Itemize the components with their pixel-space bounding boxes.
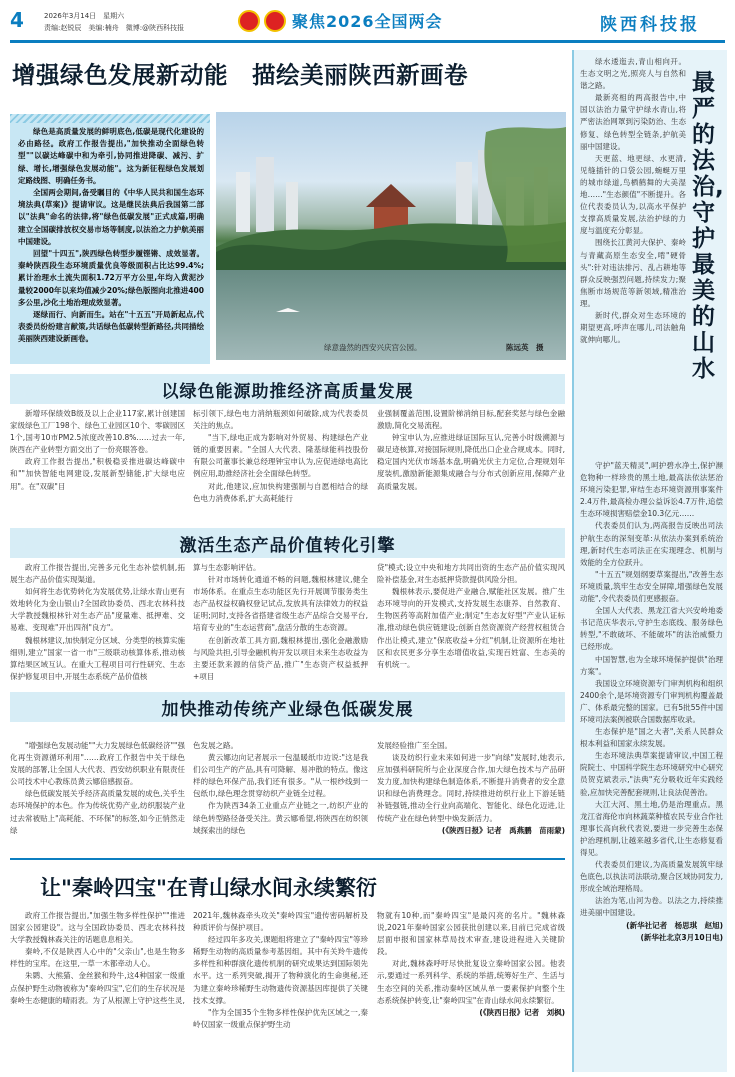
photo-credit: 陈远英 摄 — [506, 343, 544, 352]
lead-summary-box — [10, 114, 210, 364]
article-column — [10, 408, 185, 493]
body-para: "作为全国35个生物多样性保护优先区域之一,秦岭仅国家一级重点保护野生动 — [193, 1007, 368, 1029]
sidebar-para: 天更蓝、地更绿、水更清,见缝插针的口袋公园,蜿蜒万里的城市绿道,鸟栖鹤舞的大美湿地……"生态颜值"不断提升。各位代表委员认为,以高水平保护支撑高质量发展,法治护绿的力度与温度充分彰显。 — [580, 153, 686, 236]
article-column — [193, 740, 368, 837]
body-para: "当下,绿电正成为影响对外贸易、构建绿色产业链的重要因素。"全国人大代表、隆基绿能科技股份有限公司董事长兼总经理钟宝申认为,应促进绿电高比例应用,助推经济社会全面绿色转型。 — [193, 433, 368, 479]
lead-photo — [216, 112, 566, 360]
body-para: 经过四年多攻关,课题组将建立了"秦岭四宝"等珍稀野生动物的高质量参考基因组。其中有关羚牛遗传多样性和种群演化遗传机制的研究成果达到国际领先水平。这一系列突破,揭开了物种演化的生命奥秘,还为建立秦岭珍稀野生动物遗传资源基因库提供了关键技术支撑。 — [193, 935, 368, 1005]
flag-icon — [264, 10, 286, 32]
sidebar-para: 代表委员们建议,为高质量发展筑牢绿色底色,以执法司法联动,聚合区域协同发力,形成全域治理格局。 — [580, 860, 723, 894]
lead-summary-para: 回望"十四五",陕西绿色转型步履铿锵、成效显著。秦岭陕西段生态环境质量优良等级面积占比达99.4%;累计治理水土流失面积1.72万平方公里,年均入黄泥沙量较2000年以来均值减少20%;绿色版图向北推进400多公里,沙化土地治理成效显著。 — [18, 249, 204, 307]
lead-summary-para: 全国两会期间,备受瞩目的《中华人民共和国生态环境法典(草案)》提请审议。这是继民法典后我国第二部以"法典"命名的法律,将"绿色低碳发展"正式成篇,明确建立全国碳排放权交易市场等制度,以法治之力护航美丽中国建设。 — [18, 188, 204, 246]
body-para: 算与生态影响评估。 — [193, 563, 261, 572]
body-para: 魏根林建议,加快制定分区域、分类型的核算实施细则,建立"国家一省一市"三级联动核算体系,推动核算结果区域互认。在重大工程项目可行性研究、生态保护修复项目中,开展生态系统产品价值核 — [10, 635, 185, 681]
sidebar-para: 我国设立环境资源专门审判机构和组织2400余个,是坏境资源专门审判机构覆盖最广、体系最完整的国家。已有5批55件中国环境司法案例被联合国数据库收录。 — [580, 678, 723, 724]
sidebar-title: 最严的法治,守护最美的山水 — [692, 70, 724, 382]
body-para: "增强绿色发展动能""大力发展绿色低碳经济""强化再生资源循环利用"……政府工作报告中关于绿色发展的部署,让全国人大代表、西安纺织职业有限责任公司技术中心教练员黄云娜倍感振奋。 — [10, 741, 185, 787]
body-para: 魏根林表示,要促进产业融合,赋能社区发展。推广生态环境导向的开发模式,支持发展生态康养、自然教育、生物医药等高附加值产业;制定"生态友好型"产业认证标准,推动绿色供应链建设;创新自然资源资产经营权租赁合作出让模式,建立"保底收益+分红"机制,让资源所在地社区和农民更多分享生态增值收益,实现百姓富、生态美的有机统一。 — [377, 587, 565, 669]
section-band — [10, 528, 565, 558]
issue-date: 2026年3月14日 星期六 — [44, 12, 125, 20]
page-header — [0, 0, 735, 48]
sidebar-text-bottom — [580, 460, 723, 944]
body-para: 如何将生态优势转化为发展优势,让绿水青山更有效地转化为金山银山?全国政协委员、西北农林科技大学教授魏根林针对生态产品"度量难、抵押难、交易难、变现难"开出四剂"良方"。 — [10, 587, 185, 633]
body-para: 政府工作报告提出,"积极稳妥推进碳达峰碳中和""加快智能电网建设,发展新型储能,扩大绿电应用"。在"双碳"目 — [10, 457, 185, 491]
sidebar-credit: (新华社记者 杨思琪 赵旭) — [626, 920, 723, 930]
body-para: 绿色低碳发展关乎经济高质量发展的成色,关乎生态环境保护的本色。作为传统优势产业,纺织服装产业过去常被贴上"高耗能、不环保"的标签,如今正悄然走绿 — [10, 789, 185, 835]
park-scene-image — [216, 112, 566, 360]
body-para: 朱鹮、大熊猫、金丝猴和羚牛,这4种国家一级重点保护野生动物被称为"秦岭四宝",它们的生存状况是秦岭生态健康的晴雨表。为了从根源上守护这些生灵, — [10, 971, 185, 1005]
sidebar-para: 全国人大代表、黑龙江省大兴安岭地委书记范庆华表示,守护生态底线、服务绿色转型,"不敢破坏、不能破坏"的法治威慑力已经形成。 — [580, 606, 723, 652]
bottom-headline: 让"秦岭四宝"在青山绿水间永续繁衍 — [40, 876, 377, 900]
article-column — [193, 910, 368, 1031]
lead-summary-para: 逐绿而行、向新而生。站在"十五五"开局新起点,代表委员纷纷建言献策,共话绿色低碳转型新路径,共同描绘美丽陕西建设新画卷。 — [18, 310, 204, 344]
body-para: 在创新改革工具方面,魏根林提出,强化金融激励与风险共担,引导金融机构开发以项目未来生态收益为主要还款来源的信贷产品,推广"生态资产权益抵押+项目 — [193, 635, 368, 681]
article-column — [377, 910, 565, 1019]
byline: (《陕西日报》记者 刘枫) — [479, 1007, 565, 1017]
body-para: 黄云娜边向记者展示一包温暖纸巾边说:"这是我们公司生产的产品,具有可降解、易冲散的特点。像这样的绿色环保产品,我们还有很多。"从一根纱线到一包纸巾,绿色理念贯穿纺织产业链全过程。 — [193, 753, 368, 799]
article-column — [377, 562, 565, 671]
section-band — [10, 692, 565, 722]
page-number: 4 — [10, 8, 24, 32]
sidebar-commentary — [572, 50, 727, 1072]
article-divider — [10, 858, 565, 860]
photo-caption: 绿意盎然的西安兴庆宫公园。 — [324, 343, 422, 352]
body-para: 政府工作报告提出,完善多元化生态补偿机制,拓展生态产品价值实现渠道。 — [10, 563, 185, 585]
article-column — [10, 562, 185, 683]
section-band — [10, 374, 565, 404]
body-para: 对此,魏林森呼吁尽快批复设立秦岭国家公园。他表示,要通过一系列科学、系统的举措,统筹好生产、生活与生态空间的关系,推动秦岭区域从单一要素保护向整个生态系统保护转变,让"秦岭四宝"在青山绿水间永续繁衍。 — [377, 959, 565, 1005]
sidebar-text-top — [580, 56, 686, 346]
body-para: 色发展之路。 — [193, 741, 238, 750]
body-para: 政府工作报告提出,"加强生物多样性保护""推进国家公园建设"。这与全国政协委员、西北农林科技大学教授魏林森关注的话题息息相关。 — [10, 911, 185, 945]
section-title: 以绿色能源助推经济高质量发展 — [148, 377, 428, 402]
sidebar-para: 中国智慧,也为全球环境保护提供"治理方案"。 — [580, 654, 723, 676]
lead-headline: 增强绿色发展新动能 描绘美丽陕西新画卷 — [12, 61, 468, 89]
body-para: 作为陕西34条工业重点产业链之一,纺织产业的绿色转型路径备受关注。黄云娜希望,将陕西在纺织领域探索出的绿色 — [193, 801, 368, 835]
editor-info: 责编:赵锐辰 美编:楠舟 微博:@陕西科技报 — [44, 24, 185, 32]
sidebar-para: 代表委员们认为,两高报告反映出司法护航生态的深刻变革:从依法办案到系统治理,新时代生态司法正在实现理念、机制与效能的全方位跃升。 — [580, 521, 723, 567]
body-para: 对此,他建议,应加快构建强制与自愿相结合的绿色电力消费体系,扩大高耗能行 — [193, 481, 368, 503]
section-title: 聚焦2026全国两会 — [292, 12, 443, 31]
body-para: 贷"模式;设立中央和地方共同出资的生态产品价值实现风险补偿基金,对生态抵押贷款提供风险分担。 — [377, 563, 565, 585]
sidebar-para: 守护"蓝天精灵",呵护碧水净土,保护濒危物种一样珍贵的黑土地,最高法依法惩治环境污染犯罪,审结生态环境资源刑事案件2.4万件,最高检办理公益诉讼4.7万件,追偿生态环境损害赔偿金10.3亿元…… — [580, 461, 723, 519]
emblem-icon — [238, 10, 260, 32]
body-para: 针对市场转化通道不畅的问题,魏根林建议,健全市场体系。在重点生态功能区先行开展调节服务类生态产品权益权确权登记试点,发放具有法律效力的权益证明;同时,支持各省搭建省级生态产品综合交易平台,培育专业的"生态运营商",盘活分散的生态资源。 — [193, 575, 368, 633]
body-para: 标引领下,绿色电力消纳瓶颈如何破除,成为代表委员关注的焦点。 — [193, 409, 368, 431]
lead-summary-para: 绿色是高质量发展的鲜明底色,低碳是现代化建设的必由路径。政府工作报告提出,"加快推动全面绿色转型""以碳达峰碳中和为牵引,协同推进降碳、减污、扩绿、增长,增强绿色发展动能"。这为新征程绿色发展划定路线图、明确任务书。 — [18, 127, 204, 185]
body-para: 谈及纺织行业未来如何进一步"向绿"发展时,她表示,应加强科研院所与企业深度合作,加大绿色技术与产品研发力度,加快构建绿色制造体系,不断提升消费者的安全意识和绿色消费理念。同时,持续推进纺织行业上下游延链补链强链,推动全行业向高端化、智能化、绿色化迈进,让传统产业在绿色转型中焕发新活力。 — [377, 753, 565, 823]
byline: (《陕西日报》记者 禹燕鹏 苗雨蒙) — [441, 825, 565, 835]
body-para: 业强制覆盖范围,设置阶梯消纳目标,配套奖惩与绿色金融激励,简化交易流程。 — [377, 409, 565, 431]
article-column — [193, 562, 368, 683]
section-title: 激活生态产品价值转化引擎 — [166, 531, 410, 556]
sidebar-para: 围绕长江黄河大保护、秦岭与青藏高原生态安全,啃"硬骨头":针对违法排污、乱占耕地等群众反映强烈问题,持续发力;聚焦断市场规范等新领域,精准治理。 — [580, 238, 686, 308]
body-para: 秦岭,不仅是陕西人心中的"父亲山",也是生物多样性的宝库。在这里,一草一木都牵动人心。 — [10, 947, 185, 969]
sidebar-para: 绿水逶迤去,青山相向开。生态文明之光,照亮人与自然和谐之路。 — [580, 57, 686, 91]
body-para: 钟宝申认为,应推进绿证国际互认,完善小时级溯源与碳足迹核算,对接国际规则,降低出口企业合规成本。同时,稳定国内光伏市场基本盘,明确光伏主力定位,合理规划年度装机,激励新能源集成融合与分布式创新应用,保障产业高质量发展。 — [377, 433, 565, 491]
sidebar-para: 生态环境法典草案提请审议,中国工程院院士、中国科学院生态环境研究中心研究员贺克斌表示,"法典"充分吸收近年实践经验,应加快完善配套规则,让良法促善治。 — [580, 751, 723, 797]
article-column — [377, 408, 565, 493]
sidebar-para: 法治为笔,山河为卷。以法之力,持续推进美丽中国建设。 — [580, 896, 723, 918]
sidebar-para: 大江大河、黑土地,仍是治理重点。黑龙江省海伦市向林蔬菜种植农民专业合作社理事长高向秋代表说,要进一步完善生态保护治理机制,让越来越多省代,让生态修复看得见。 — [580, 799, 723, 857]
section-title: 加快推动传统产业绿色低碳发展 — [148, 695, 428, 720]
sidebar-para: 最新亮相的两高报告中,中国以法治力量守护绿水青山,将严密法治网罩到污染防治、生态修复、绿色转型全链条,护航美丽中国建设。 — [580, 93, 686, 151]
article-column — [377, 740, 565, 837]
article-column — [193, 408, 368, 505]
body-para: 物就有10种,而"秦岭四宝"是最闪亮的名片。"魏林森说,2021年秦岭国家公园获批创建以来,目前已完成省级层面申报和国家林草局技术审查,建设进程进入关键阶段。 — [377, 911, 565, 957]
sidebar-source: (新华社北京3月10日电) — [640, 932, 723, 942]
masthead-logo: 陕西科技报 — [600, 15, 700, 35]
sidebar-para: 生态保护是"国之大者",关系人民群众根本利益和国家永续发展。 — [580, 727, 723, 749]
article-column — [10, 910, 185, 1007]
body-para: 发展经验推广至全国。 — [377, 741, 452, 750]
sidebar-para: 新时代,群众对生态环境的期望更高,呼声在哪儿,司法触角就伸向哪儿。 — [580, 310, 686, 345]
sidebar-para: "十五五"规划纲要草案提出,"改善生态环境质量,筑牢生态安全屏障,增强绿色发展动能",令代表委员们更感振奋。 — [580, 569, 723, 604]
article-column — [10, 740, 185, 837]
body-para: 2021年,魏林森牵头攻关"秦岭四宝"遗传密码解析及种质评价与保护项目。 — [193, 911, 368, 933]
body-para: 新增环保绩效B级及以上企业117家,累计创建国家级绿色工厂198个、绿色工业园区10个、零碳园区1个,国考10市PM2.5浓度改善10.8%……过去一年,陕西在产业转型方面交出了一份亮眼答卷。 — [10, 409, 185, 455]
header-rule — [10, 40, 725, 43]
